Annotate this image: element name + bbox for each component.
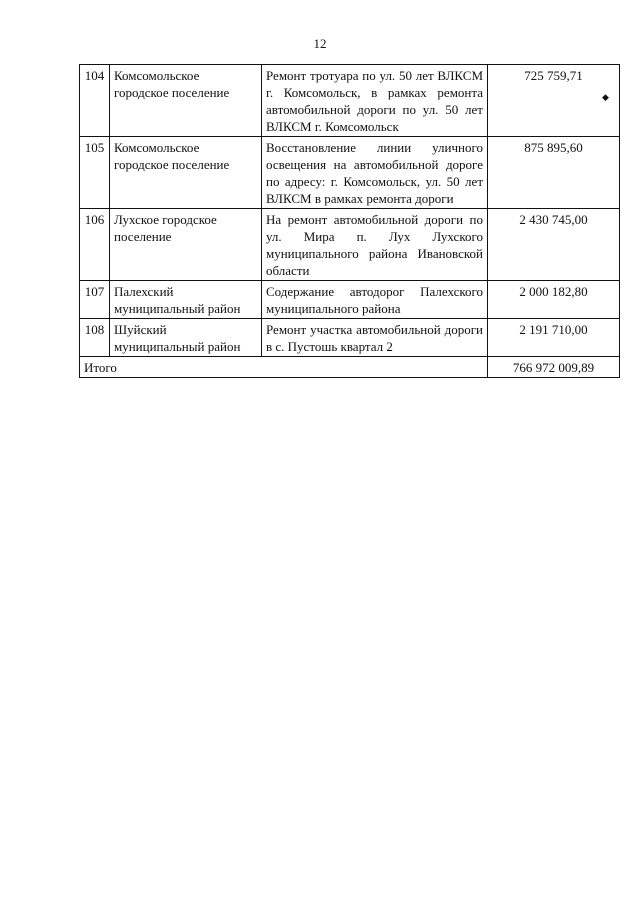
row-number: 108	[80, 319, 110, 357]
total-amount: 766 972 009,89	[488, 357, 620, 378]
purpose-cell: Ремонт участка автомобильной дороги в с. Пустошь квартал 2	[262, 319, 488, 357]
table-row	[80, 281, 620, 319]
total-row	[80, 357, 620, 378]
row-number: 107	[80, 281, 110, 319]
recipient-cell: Шуйский муниципальный район	[110, 319, 262, 357]
purpose-cell: Восстановление линии уличного освещения на автомобильной дороге по адресу: г. Комсомольск, ул. 50 лет ВЛКСМ в рамках ремонта дороги	[262, 137, 488, 209]
table-row	[80, 137, 620, 209]
table-row	[80, 319, 620, 357]
pen-mark: ◆	[602, 92, 609, 102]
purpose-cell: Содержание автодорог Палехского муниципального района	[262, 281, 488, 319]
total-label: Итого	[80, 357, 488, 378]
recipient-cell: Палехский муниципальный район	[110, 281, 262, 319]
row-number: 106	[80, 209, 110, 281]
recipient-cell: Комсомольское городское поселение	[110, 137, 262, 209]
purpose-cell: Ремонт тротуара по ул. 50 лет ВЛКСМ г. Комсомольск, в рамках ремонта автомобильной дороги по ул. 50 лет ВЛКСМ г. Комсомольск	[262, 65, 488, 137]
amount-cell: 875 895,60	[488, 137, 620, 209]
row-number: 104	[80, 65, 110, 137]
amount-cell: 725 759,71	[488, 65, 620, 137]
amount-cell: 2 191 710,00	[488, 319, 620, 357]
recipient-cell: Комсомольское городское поселение	[110, 65, 262, 137]
funding-table	[79, 64, 620, 378]
amount-cell: 2 430 745,00	[488, 209, 620, 281]
purpose-cell: На ремонт автомобильной дороги по ул. Мира п. Лух Лухского муниципального района Ивановской области	[262, 209, 488, 281]
recipient-cell: Лухское городское поселение	[110, 209, 262, 281]
table-row	[80, 65, 620, 137]
page-number: 12	[313, 36, 327, 51]
table-row	[80, 209, 620, 281]
amount-cell: 2 000 182,80	[488, 281, 620, 319]
row-number: 105	[80, 137, 110, 209]
